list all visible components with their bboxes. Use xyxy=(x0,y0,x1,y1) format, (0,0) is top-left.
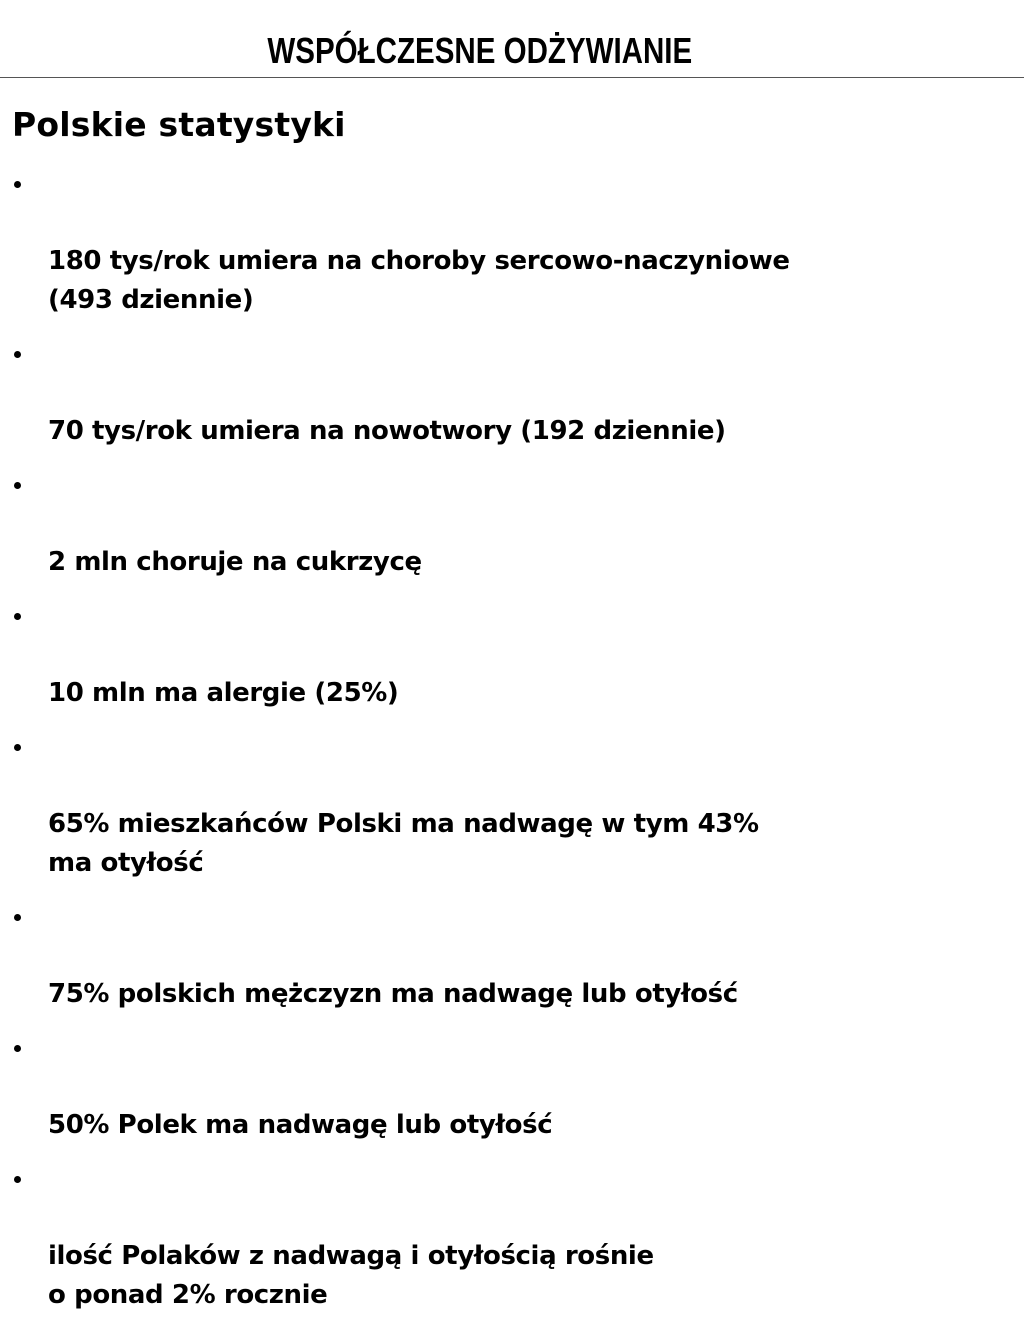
list-item xyxy=(0,1159,1010,1315)
list-item-text: 70 tys/rok umiera na nowotwory (192 dziennie) xyxy=(48,416,726,446)
bullet-icon xyxy=(14,351,21,358)
list-item-text: 180 tys/rok umiera na choroby sercowo-naczyniowe (493 dziennie) xyxy=(48,246,790,315)
bullet-icon xyxy=(14,613,21,620)
statistics-list xyxy=(0,164,1010,1329)
list-item xyxy=(0,897,1010,1014)
list-item xyxy=(0,465,1010,582)
list-item-text: 50% Polek ma nadwagę lub otyłość xyxy=(48,1110,553,1140)
list-item xyxy=(0,1028,1010,1145)
bullet-icon xyxy=(14,1176,21,1183)
list-item xyxy=(0,596,1010,713)
list-item xyxy=(0,334,1010,451)
bullet-icon xyxy=(14,482,21,489)
list-item-text: 65% mieszkańców Polski ma nadwagę w tym 43% ma otyłość xyxy=(48,809,759,878)
bullet-icon xyxy=(14,914,21,921)
list-item-text: 10 mln ma alergie (25%) xyxy=(48,678,399,708)
title-divider xyxy=(0,77,1024,78)
list-item-text: 75% polskich mężczyzn ma nadwagę lub otyłość xyxy=(48,979,738,1009)
bullet-icon xyxy=(14,744,21,751)
bullet-icon xyxy=(14,181,21,188)
list-item-text: ilość Polaków z nadwagą i otyłością rośnie o ponad 2% rocznie xyxy=(48,1241,654,1310)
bullet-icon xyxy=(14,1045,21,1052)
list-item xyxy=(0,164,1010,320)
list-item xyxy=(0,727,1010,883)
list-item-text: 2 mln choruje na cukrzycę xyxy=(48,547,422,577)
section-heading: Polskie statystyki xyxy=(12,105,346,144)
slide-title: WSPÓŁCZESNE ODŻYWIANIE xyxy=(267,30,693,71)
